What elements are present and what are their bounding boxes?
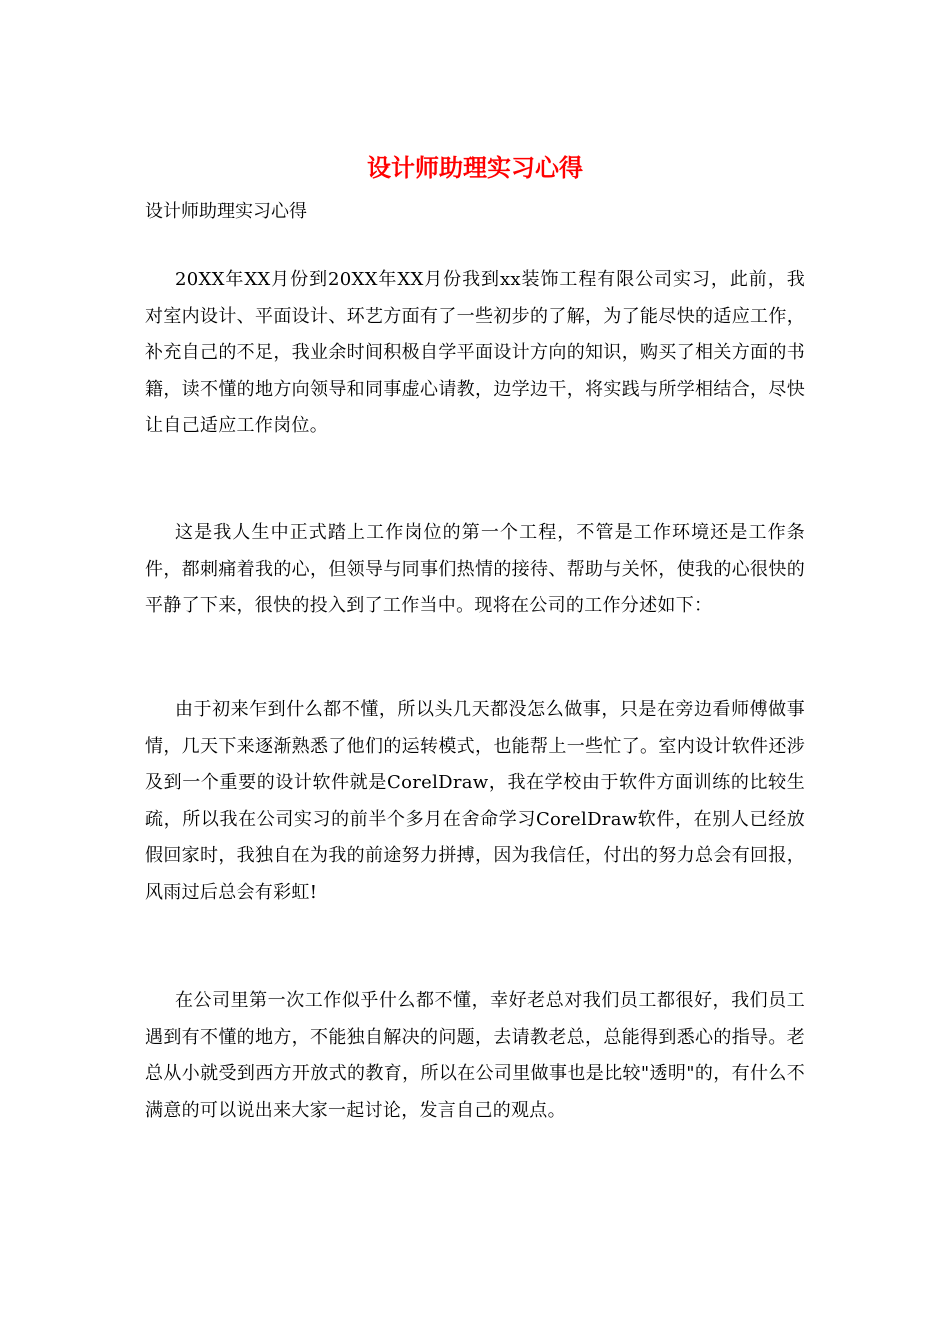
paragraph-3: 由于初来乍到什么都不懂，所以头几天都没怎么做事，只是在旁边看师傅做事情，几天下来逐渐熟悉了他们的运转模式，也能帮上一些忙了。室内设计软件还涉及到一个重要的设计软件就是CorelDraw，我在学校由于软件方面训练的比较生疏，所以我在公司实习的前半个多月在舍命学习CorelDraw软件，在别人已经放假回家时，我独自在为我的前途努力拼搏，因为我信任，付出的努力总会有回报，风雨过后总会有彩虹! [145, 699, 805, 903]
paragraph-2: 这是我人生中正式踏上工作岗位的第一个工程，不管是工作环境还是工作条件，都刺痛着我的心，但领导与同事们热情的接待、帮助与关怀，使我的心很快的平静了下来，很快的投入到了工作当中。现将在公司的工作分述如下： [145, 522, 805, 616]
paragraph-4: 在公司里第一次工作似乎什么都不懂，幸好老总对我们员工都很好，我们员工遇到有不懂的地方，不能独自解决的问题，去请教老总，总能得到悉心的指导。老总从小就受到西方开放式的教育，所以在公司里做事也是比较"透明"的，有什么不满意的可以说出来大家一起讨论，发言自己的观点。 [145, 990, 805, 1121]
document-title: 设计师助理实习心得 [367, 153, 583, 182]
document-subtitle: 设计师助理实习心得 [145, 201, 307, 222]
paragraph-1: 20XX年XX月份到20XX年XX月份我到xx装饰工程有限公司实习，此前，我对室内设计、平面设计、环艺方面有了一些初步的了解，为了能尽快的适应工作，补充自己的不足，我业余时间积极自学平面设计方向的知识，购买了相关方面的书籍，读不懂的地方向领导和同事虚心请教，边学边干，将实践与所学相结合，尽快让自己适应工作岗位。 [145, 269, 805, 436]
